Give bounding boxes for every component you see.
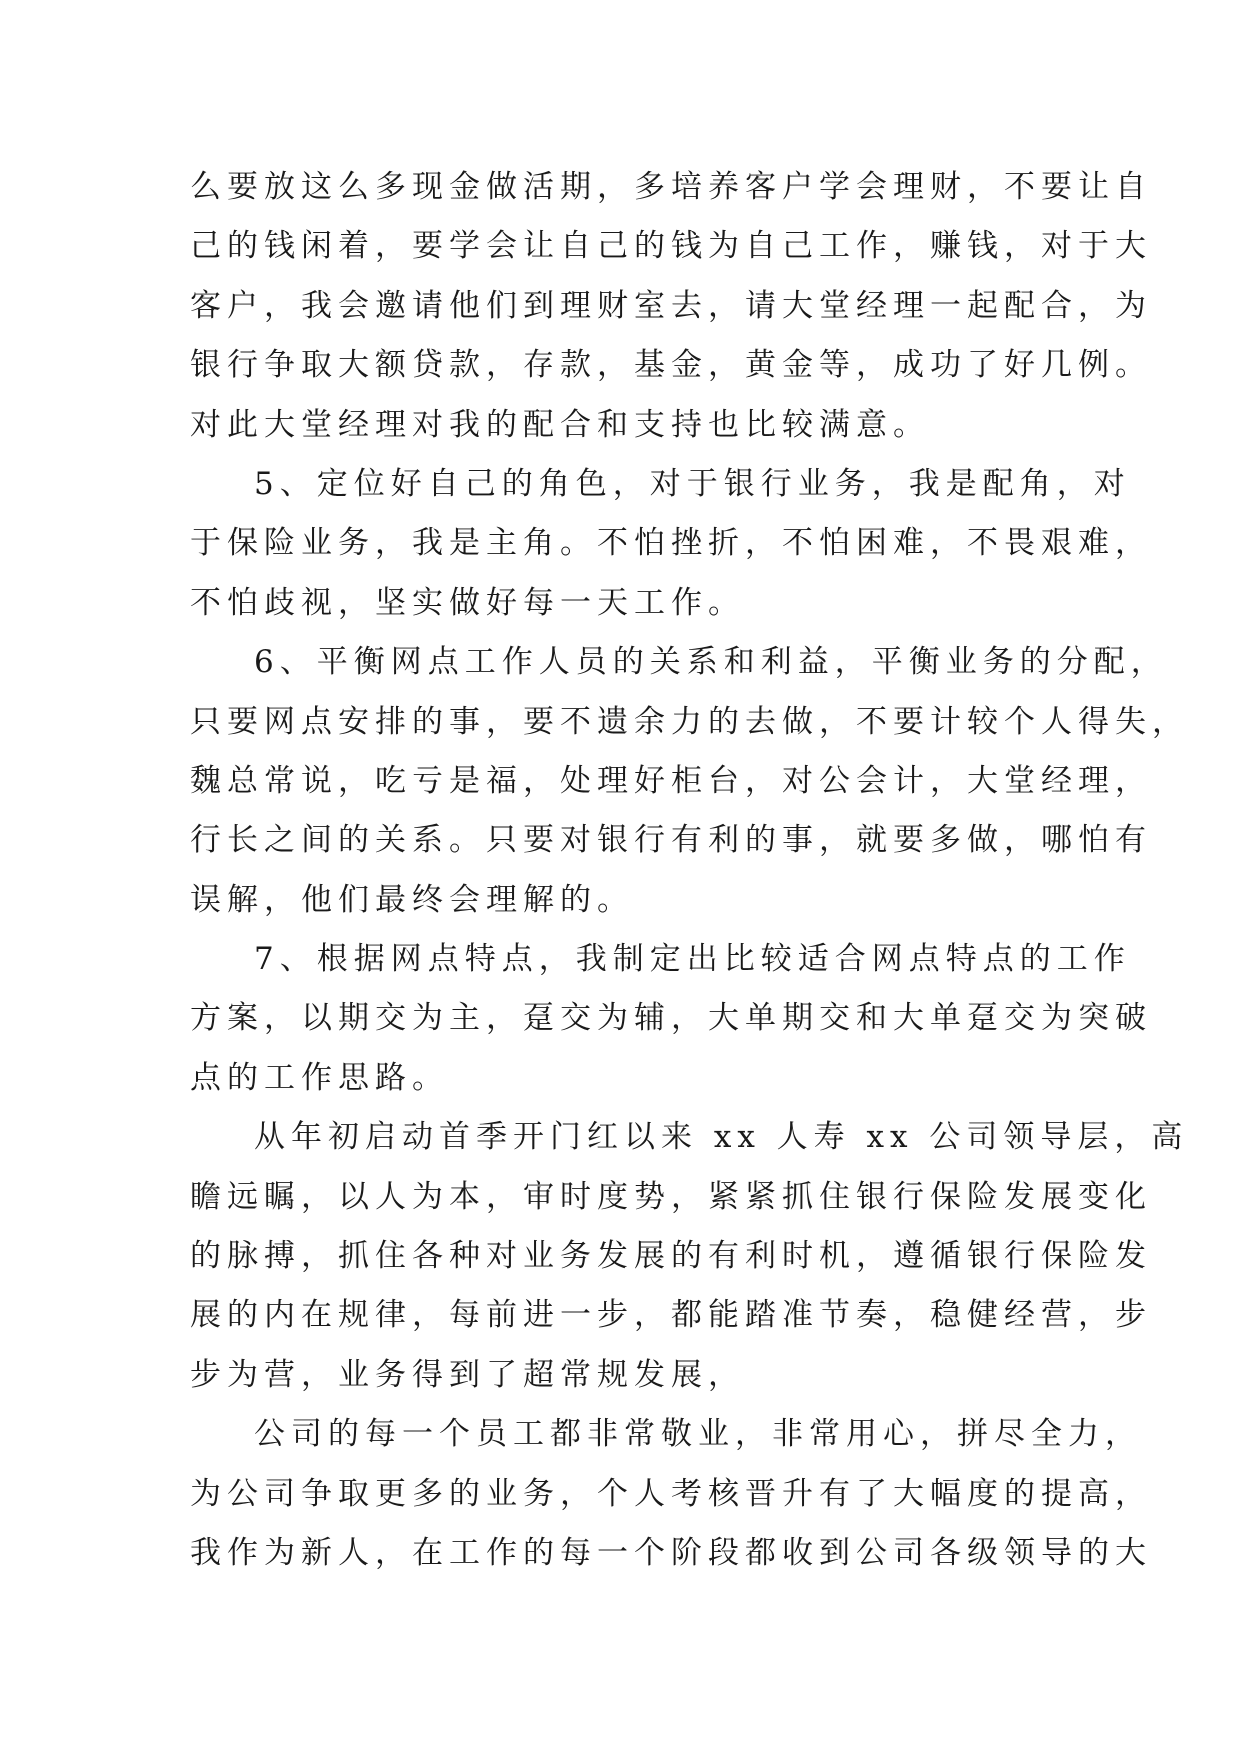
text-line: 误解，他们最终会理解的。 [190,881,634,918]
text-line: 行长之间的关系。只要对银行有利的事，就要多做，哪怕有 [190,822,1152,859]
text-line: 为公司争取更多的业务，个人考核晋升有了大幅度的提高， [190,1475,1152,1512]
text-line: 么要放这么多现金做活期，多培养客户学会理财，不要让自 [190,169,1152,205]
text-line: 我作为新人，在工作的每一个阶段都收到公司各级领导的大 [190,1534,1152,1571]
document-body [190,158,1189,1583]
text-line: 展的内在规律，每前进一步，都能踏准节奏，稳健经营，步 [190,1297,1152,1334]
text-line: 5、定位好自己的角色，对于银行业务，我是配角，对 [254,465,1131,502]
text-line: 己的钱闲着，要学会让自己的钱为自己工作，赚钱，对于大 [190,228,1152,265]
text-line: 7、根据网点特点，我制定出比较适合网点特点的工作 [254,941,1131,978]
text-line: 6、平衡网点工作人员的关系和利益，平衡业务的分配， [254,644,1168,681]
text-line: 客户，我会邀请他们到理财室去，请大堂经理一起配合，为 [190,287,1152,324]
text-line: 公司的每一个员工都非常敬业，非常用心，拼尽全力， [254,1416,1142,1453]
text-line: 的脉搏，抓住各种对业务发展的有利时机，遵循银行保险发 [190,1238,1152,1275]
text-line: 不怕歧视，坚实做好每一天工作。 [190,584,745,621]
text-line: 步为营，业务得到了超常规发展， [190,1356,745,1393]
text-line: 魏总常说，吃亏是福，处理好柜台，对公会计，大堂经理， [190,762,1152,799]
text-line: 瞻远瞩，以人为本，审时度势，紧紧抓住银行保险发展变化 [190,1178,1152,1215]
text-line: 方案，以期交为主，趸交为辅，大单期交和大单趸交为突破 [190,1000,1152,1037]
text-line: 对此大堂经理对我的配合和支持也比较满意。 [190,406,930,443]
text-line: 只要网点安排的事，要不遗余力的去做，不要计较个人得失， [190,703,1189,740]
text-line: 点的工作思路。 [190,1059,449,1096]
text-line: 从年初启动首季开门红以来 xx 人寿 xx 公司领导层，高 [254,1119,1189,1156]
text-line: 银行争取大额贷款，存款，基金，黄金等，成功了好几例。 [190,347,1152,384]
text-line: 于保险业务，我是主角。不怕挫折，不怕困难，不畏艰难， [190,525,1152,562]
